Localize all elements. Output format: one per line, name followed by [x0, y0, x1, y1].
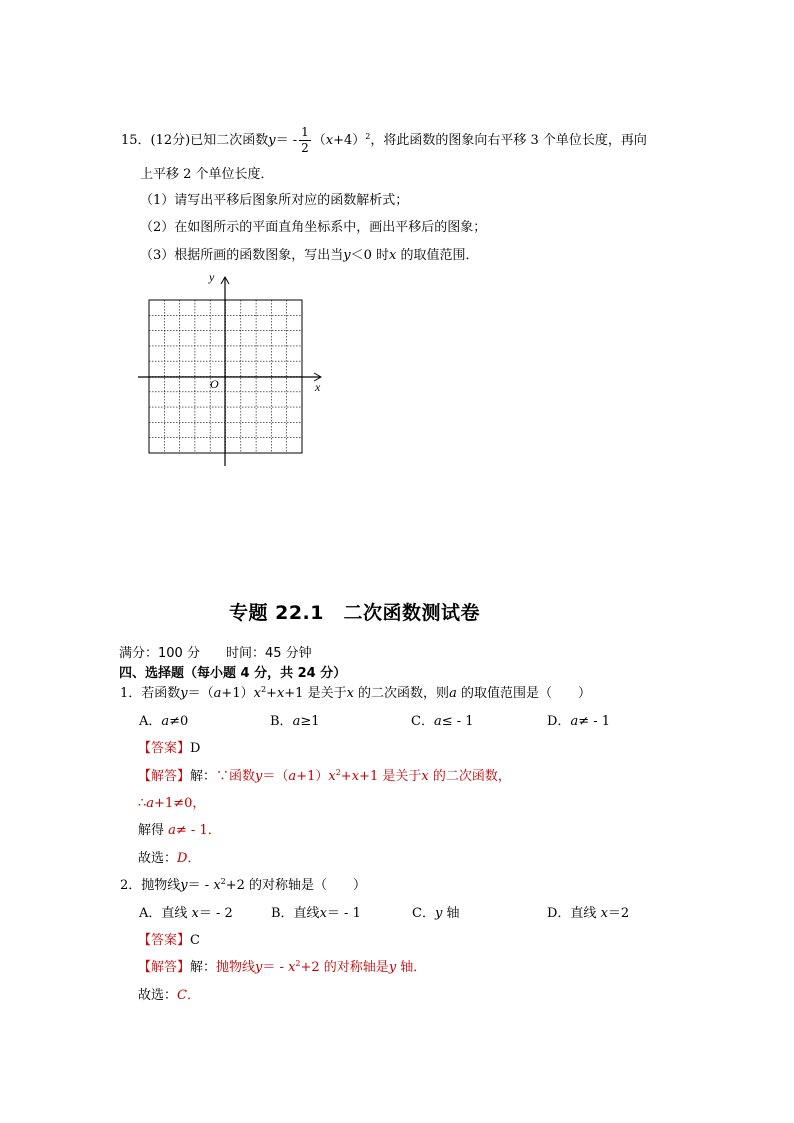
q15-sub1: （1）请写出平移后图象所对应的函数解析式；	[140, 193, 409, 208]
q1-option-d: D．a≠ - 1	[547, 714, 611, 729]
origin-label: O	[210, 377, 219, 391]
q1-option-b: B．a≥1	[270, 714, 320, 729]
q2-answer: 【答案】C	[138, 933, 200, 948]
q1-solution-line2: ∴a+1≠0，	[138, 796, 206, 811]
q2-solution-line1: 【解答】解：抛物线$y= - x^2+2$ 的对称轴是y 轴．	[138, 959, 427, 975]
q15-stem: 15．(12分)已知二次函数y＝ - $\frac{1}{2}$ $(x+4)^2$，将此函数的图象向右平移 3 个单位长度，再向	[121, 125, 647, 155]
q2-solution-line2: 故选：C．	[138, 988, 200, 1003]
q2-option-c: C．y 轴	[412, 906, 460, 921]
q1-solution-line1: 【解答】解：∵函数$y=(a+1)x^2+x+1$ 是关于x 的二次函数，	[138, 768, 511, 784]
q2-stem: 2．抛物线$y= - x^2+2$ 的对称轴是（ ）	[120, 877, 367, 893]
section-title: 专题 22.1 二次函数测试卷	[229, 602, 480, 624]
q1-option-c: C．a≤ - 1	[411, 714, 474, 729]
q15-sub2: （2）在如图所示的平面直角坐标系中，画出平移后的图象；	[140, 220, 487, 235]
q1-solution-line4: 故选：D．	[138, 851, 201, 866]
x-axis-label: x	[315, 380, 321, 394]
q15-sub3: （3）根据所画的函数图象，写出当y＜0 时x 的取值范围．	[140, 248, 479, 263]
coordinate-grid	[134, 270, 334, 470]
q2-option-d: D．直线 x＝2	[547, 906, 630, 921]
q1-answer: 【答案】D	[138, 741, 201, 756]
q1-option-a: A．a≠0	[139, 714, 189, 729]
q15-stem-line2: 上平移 2 个单位长度．	[140, 167, 274, 182]
section-heading: 四、选择题（每小题 4 分，共 24 分）	[119, 666, 347, 681]
q1-solution-line3: 解得 a≠ - 1．	[138, 823, 221, 838]
exam-meta: 满分：100 分 时间：45 分钟	[119, 646, 312, 661]
fraction-one-half: $\frac{1}{2}$	[301, 125, 309, 155]
q1-stem: 1．若函数$y=(a+1)x^2+x+1$ 是关于x 的二次函数，则a 的取值范围是（ ）	[120, 685, 591, 701]
y-axis-label: y	[209, 270, 215, 284]
q2-option-a: A．直线 x＝ - 2	[139, 906, 233, 921]
q2-option-b: B．直线x＝ - 1	[271, 906, 361, 921]
